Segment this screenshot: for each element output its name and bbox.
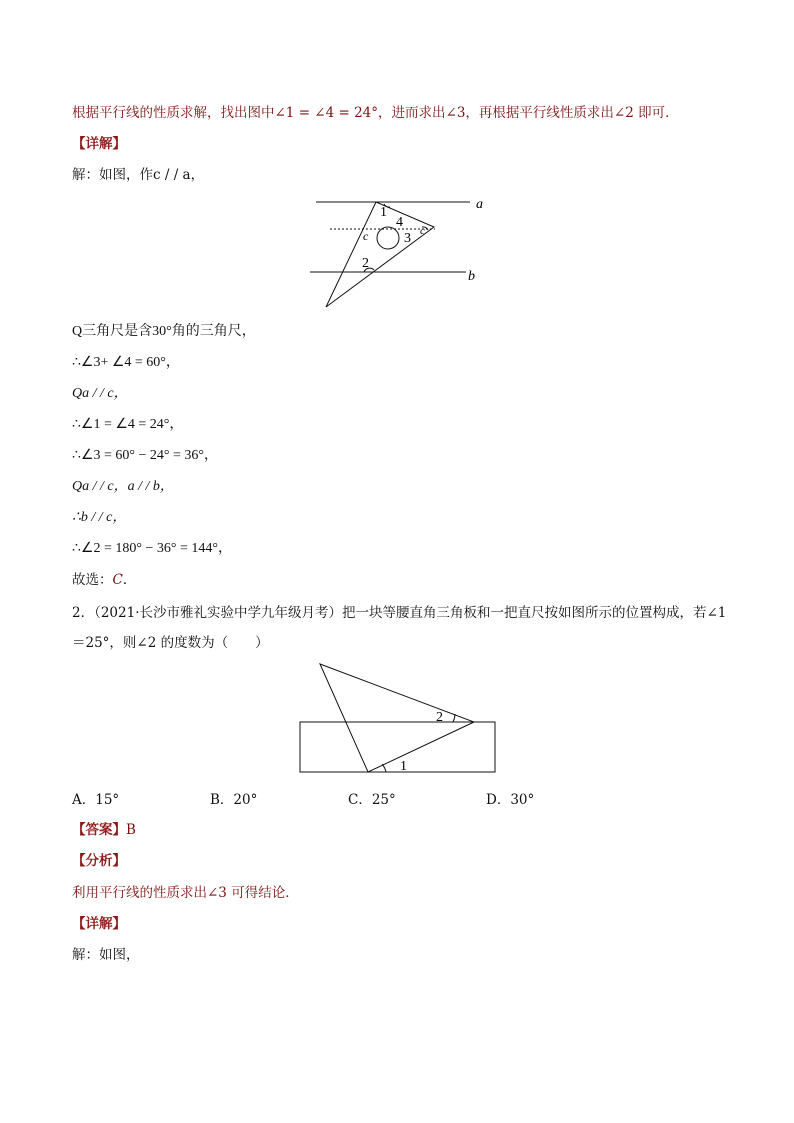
step-7: ∴b / / c， [72,510,127,525]
detail-label-2: 【详解】 [72,916,126,932]
conclusion-choice: C [112,572,123,588]
label-angle-4: 4 [396,215,403,230]
choice-c: C．25° [348,792,396,808]
ruler-rectangle [300,722,495,772]
figure-parallel-lines-triangle [300,190,500,312]
analysis-text-1: 根据平行线的性质求解，找出图中∠1 = ∠4 = 24°，进而求出∠3，再根据平行线性质求出∠2 即可． [72,105,679,121]
analysis-label-2: 【分析】 [72,853,126,869]
step-1: Q三角尺是含30°角的三角尺， [72,324,256,339]
label-b: b [468,269,475,284]
angle-arc-q2-2 [453,714,455,722]
question-2-line-2: ＝25°，则∠2 的度数为（ ） [72,635,269,651]
answer-row [72,820,136,840]
question-2-line-1: 2．（2021·长沙市雅礼实验中学九年级月考）把一块等腰直角三角板和一把直尺按如图所示的位置构成，若∠1 [72,605,727,621]
conclusion-suffix: ． [122,572,137,588]
answer-value: B [126,822,136,838]
triangle-hole [377,227,399,249]
label-angle-3: 3 [404,231,411,246]
solution-intro: 解：如图，作c / / a， [72,167,205,183]
figure-ruler-triangle [296,660,500,778]
choice-d: D．30° [486,792,535,808]
angle-arc-q2-1 [382,764,386,772]
label-c-left: c [363,229,369,243]
label-q2-angle-2: 2 [436,710,443,725]
label-q2-angle-1: 1 [400,759,407,774]
step-2: ∴∠3+ ∠4 = 60°， [72,355,180,370]
answer-label: 【答案】 [72,822,126,838]
label-a: a [476,197,483,212]
label-c-right: c [420,225,425,237]
choice-a: A．15° [72,792,120,808]
label-angle-2: 2 [362,256,369,271]
label-angle-1: 1 [380,205,387,220]
choice-b: B．20° [210,792,258,808]
detail-label-1: 【详解】 [72,136,126,152]
conclusion [72,570,136,590]
step-5: ∴∠3 = 60° − 24° = 36°， [72,448,218,463]
step-3: Qa / / c， [72,386,128,401]
analysis-text-2: 利用平行线的性质求出∠3 可得结论． [72,885,299,901]
detail-text-2: 解：如图， [72,947,140,963]
conclusion-prefix: 故选： [72,572,113,588]
step-4: ∴∠1 = ∠4 = 24°， [72,417,184,432]
step-8: ∴∠2 = 180° − 36° = 144°， [72,541,232,556]
right-triangle [320,664,474,772]
step-6: Qa / / c，a / / b， [72,479,174,494]
